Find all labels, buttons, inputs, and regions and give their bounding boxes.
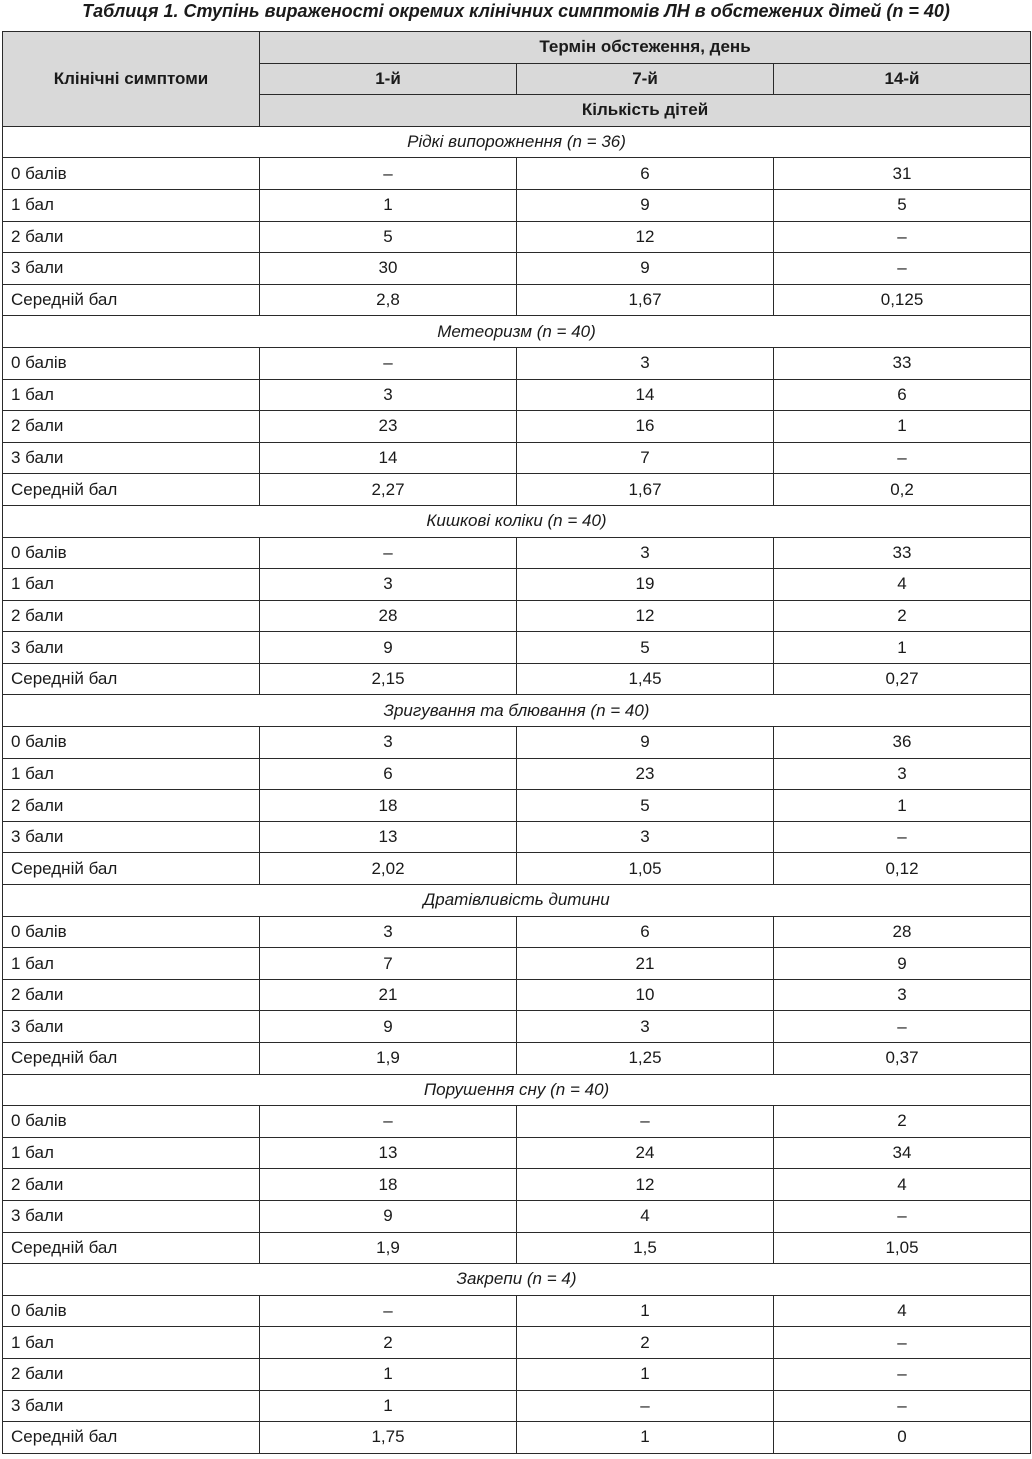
- table-row: [3, 853, 1031, 885]
- row-label: 1 бал: [3, 1327, 260, 1359]
- cell-day-1: –: [260, 537, 517, 569]
- cell-day-7: 4: [517, 1200, 774, 1232]
- section-title: Метеоризм (n = 40): [3, 316, 1031, 348]
- cell-day-14: –: [774, 1200, 1031, 1232]
- table-caption: Таблиця 1. Ступінь вираженості окремих клінічних симптомів ЛН в обстежених дітей (n = 40): [82, 1, 950, 21]
- row-label: 2 бали: [3, 1169, 260, 1201]
- cell-day-7: 24: [517, 1137, 774, 1169]
- cell-day-14: 1: [774, 411, 1031, 443]
- cell-day-1: 18: [260, 1169, 517, 1201]
- table-row: [3, 569, 1031, 601]
- row-label: Середній бал: [3, 853, 260, 885]
- cell-day-7: 19: [517, 569, 774, 601]
- cell-day-14: 33: [774, 347, 1031, 379]
- table-row: [3, 1169, 1031, 1201]
- table-row: [3, 1106, 1031, 1138]
- cell-day-14: –: [774, 821, 1031, 853]
- table-row: [3, 1137, 1031, 1169]
- row-label: 0 балів: [3, 727, 260, 759]
- cell-day-14: 1,05: [774, 1232, 1031, 1264]
- cell-day-14: –: [774, 1358, 1031, 1390]
- table-row: [3, 1327, 1031, 1359]
- cell-day-14: 0,12: [774, 853, 1031, 885]
- cell-day-7: 1,45: [517, 663, 774, 695]
- cell-day-7: 3: [517, 347, 774, 379]
- cell-day-7: 12: [517, 221, 774, 253]
- table-row: [3, 221, 1031, 253]
- table-row: [3, 663, 1031, 695]
- section-header-row: [3, 885, 1031, 917]
- cell-day-1: 13: [260, 1137, 517, 1169]
- cell-day-14: 9: [774, 948, 1031, 980]
- table-row: [3, 916, 1031, 948]
- cell-day-7: 1,67: [517, 474, 774, 506]
- cell-day-14: 2: [774, 1106, 1031, 1138]
- row-label: 0 балів: [3, 1295, 260, 1327]
- table-row: [3, 600, 1031, 632]
- cell-day-7: 1: [517, 1422, 774, 1454]
- table-row: [3, 821, 1031, 853]
- table-row: [3, 442, 1031, 474]
- header-row-period: [3, 32, 1031, 64]
- table-row: [3, 1422, 1031, 1454]
- cell-day-14: 36: [774, 727, 1031, 759]
- row-label: 3 бали: [3, 1011, 260, 1043]
- row-label: 1 бал: [3, 569, 260, 601]
- cell-day-14: 0,2: [774, 474, 1031, 506]
- cell-day-14: 4: [774, 569, 1031, 601]
- cell-day-7: 12: [517, 600, 774, 632]
- table-row: [3, 474, 1031, 506]
- section-title: Закрепи (n = 4): [3, 1264, 1031, 1296]
- cell-day-14: 0,125: [774, 284, 1031, 316]
- table-row: [3, 379, 1031, 411]
- cell-day-14: 1: [774, 790, 1031, 822]
- cell-day-14: 0,37: [774, 1043, 1031, 1075]
- row-label: Середній бал: [3, 663, 260, 695]
- row-label: Середній бал: [3, 1043, 260, 1075]
- cell-day-1: 2,02: [260, 853, 517, 885]
- cell-day-1: 7: [260, 948, 517, 980]
- section-header-row: [3, 695, 1031, 727]
- section-header-row: [3, 126, 1031, 158]
- cell-day-14: 31: [774, 158, 1031, 190]
- cell-day-1: 28: [260, 600, 517, 632]
- row-label: 2 бали: [3, 600, 260, 632]
- table-row: [3, 253, 1031, 285]
- cell-day-7: 9: [517, 189, 774, 221]
- row-label: 3 бали: [3, 1390, 260, 1422]
- row-label: 2 бали: [3, 221, 260, 253]
- cell-day-7: 1: [517, 1358, 774, 1390]
- table-row: [3, 790, 1031, 822]
- cell-day-1: 14: [260, 442, 517, 474]
- header-day-7: 7-й: [517, 63, 774, 95]
- symptoms-table: [2, 31, 1031, 1454]
- cell-day-1: 13: [260, 821, 517, 853]
- cell-day-7: 6: [517, 158, 774, 190]
- cell-day-1: –: [260, 1106, 517, 1138]
- cell-day-14: 1: [774, 632, 1031, 664]
- cell-day-1: 1,75: [260, 1422, 517, 1454]
- row-label: 1 бал: [3, 189, 260, 221]
- cell-day-1: 1: [260, 1390, 517, 1422]
- cell-day-7: –: [517, 1390, 774, 1422]
- cell-day-14: 3: [774, 979, 1031, 1011]
- cell-day-14: 0,27: [774, 663, 1031, 695]
- cell-day-7: 14: [517, 379, 774, 411]
- cell-day-14: –: [774, 1390, 1031, 1422]
- table-row: [3, 1390, 1031, 1422]
- cell-day-1: 6: [260, 758, 517, 790]
- table-row: [3, 632, 1031, 664]
- header-clinical-symptoms: Клінічні симптоми: [3, 32, 260, 127]
- cell-day-1: 9: [260, 1200, 517, 1232]
- cell-day-1: 5: [260, 221, 517, 253]
- row-label: 2 бали: [3, 411, 260, 443]
- cell-day-1: 3: [260, 379, 517, 411]
- table-row: [3, 284, 1031, 316]
- table-row: [3, 1043, 1031, 1075]
- cell-day-14: 28: [774, 916, 1031, 948]
- cell-day-1: 2: [260, 1327, 517, 1359]
- row-label: 3 бали: [3, 253, 260, 285]
- cell-day-7: 7: [517, 442, 774, 474]
- table-row: [3, 158, 1031, 190]
- table-row: [3, 1200, 1031, 1232]
- cell-day-7: 12: [517, 1169, 774, 1201]
- row-label: 3 бали: [3, 821, 260, 853]
- table-row: [3, 948, 1031, 980]
- cell-day-7: 3: [517, 537, 774, 569]
- header-examination-period: Термін обстеження, день: [260, 32, 1031, 64]
- row-label: Середній бал: [3, 474, 260, 506]
- cell-day-14: 6: [774, 379, 1031, 411]
- row-label: 1 бал: [3, 758, 260, 790]
- table-row: [3, 1232, 1031, 1264]
- cell-day-7: 1,25: [517, 1043, 774, 1075]
- cell-day-14: 33: [774, 537, 1031, 569]
- cell-day-1: –: [260, 347, 517, 379]
- row-label: 3 бали: [3, 442, 260, 474]
- cell-day-7: 3: [517, 1011, 774, 1043]
- cell-day-7: –: [517, 1106, 774, 1138]
- cell-day-1: 3: [260, 569, 517, 601]
- cell-day-1: 3: [260, 916, 517, 948]
- cell-day-1: 9: [260, 1011, 517, 1043]
- cell-day-1: 2,8: [260, 284, 517, 316]
- row-label: 0 балів: [3, 916, 260, 948]
- row-label: 3 бали: [3, 1200, 260, 1232]
- row-label: 2 бали: [3, 1358, 260, 1390]
- cell-day-14: –: [774, 442, 1031, 474]
- cell-day-1: 21: [260, 979, 517, 1011]
- section-title: Зригування та блювання (n = 40): [3, 695, 1031, 727]
- section-title: Кишкові коліки (n = 40): [3, 505, 1031, 537]
- cell-day-14: –: [774, 1327, 1031, 1359]
- cell-day-7: 1,5: [517, 1232, 774, 1264]
- table-header: [3, 32, 1031, 127]
- cell-day-7: 5: [517, 632, 774, 664]
- cell-day-14: 4: [774, 1295, 1031, 1327]
- cell-day-1: 30: [260, 253, 517, 285]
- cell-day-14: 34: [774, 1137, 1031, 1169]
- table-row: [3, 411, 1031, 443]
- row-label: 0 балів: [3, 347, 260, 379]
- table-row: [3, 1358, 1031, 1390]
- cell-day-1: 23: [260, 411, 517, 443]
- cell-day-1: 1,9: [260, 1232, 517, 1264]
- cell-day-7: 16: [517, 411, 774, 443]
- cell-day-1: 9: [260, 632, 517, 664]
- table-row: [3, 758, 1031, 790]
- cell-day-7: 3: [517, 821, 774, 853]
- cell-day-7: 9: [517, 727, 774, 759]
- cell-day-7: 6: [517, 916, 774, 948]
- section-title: Порушення сну (n = 40): [3, 1074, 1031, 1106]
- cell-day-1: 1,9: [260, 1043, 517, 1075]
- section-title: Рідкі випорожнення (n = 36): [3, 126, 1031, 158]
- table-row: [3, 347, 1031, 379]
- section-header-row: [3, 1074, 1031, 1106]
- table-body: [3, 126, 1031, 1453]
- header-day-1: 1-й: [260, 63, 517, 95]
- row-label: 2 бали: [3, 790, 260, 822]
- cell-day-1: 1: [260, 1358, 517, 1390]
- row-label: 2 бали: [3, 979, 260, 1011]
- cell-day-7: 21: [517, 948, 774, 980]
- cell-day-1: –: [260, 1295, 517, 1327]
- cell-day-14: –: [774, 221, 1031, 253]
- table-row: [3, 537, 1031, 569]
- cell-day-1: 1: [260, 189, 517, 221]
- cell-day-1: 2,27: [260, 474, 517, 506]
- cell-day-7: 9: [517, 253, 774, 285]
- cell-day-1: 3: [260, 727, 517, 759]
- table-row: [3, 189, 1031, 221]
- row-label: 1 бал: [3, 948, 260, 980]
- cell-day-1: 2,15: [260, 663, 517, 695]
- cell-day-7: 23: [517, 758, 774, 790]
- cell-day-7: 1,67: [517, 284, 774, 316]
- cell-day-7: 5: [517, 790, 774, 822]
- section-title: Дратівливість дитини: [3, 885, 1031, 917]
- row-label: 3 бали: [3, 632, 260, 664]
- table-row: [3, 727, 1031, 759]
- row-label: Середній бал: [3, 1422, 260, 1454]
- row-label: Середній бал: [3, 284, 260, 316]
- cell-day-14: 0: [774, 1422, 1031, 1454]
- cell-day-14: 4: [774, 1169, 1031, 1201]
- cell-day-14: –: [774, 253, 1031, 285]
- section-header-row: [3, 1264, 1031, 1296]
- cell-day-7: 10: [517, 979, 774, 1011]
- row-label: 0 балів: [3, 158, 260, 190]
- cell-day-7: 1,05: [517, 853, 774, 885]
- table-row: [3, 1011, 1031, 1043]
- row-label: 0 балів: [3, 537, 260, 569]
- row-label: 1 бал: [3, 379, 260, 411]
- table-row: [3, 979, 1031, 1011]
- section-header-row: [3, 316, 1031, 348]
- table-row: [3, 1295, 1031, 1327]
- cell-day-7: 1: [517, 1295, 774, 1327]
- cell-day-1: –: [260, 158, 517, 190]
- cell-day-7: 2: [517, 1327, 774, 1359]
- cell-day-14: –: [774, 1011, 1031, 1043]
- row-label: Середній бал: [3, 1232, 260, 1264]
- header-day-14: 14-й: [774, 63, 1031, 95]
- row-label: 1 бал: [3, 1137, 260, 1169]
- cell-day-14: 3: [774, 758, 1031, 790]
- section-header-row: [3, 505, 1031, 537]
- header-children-count: Кількість дітей: [260, 95, 1031, 127]
- row-label: 0 балів: [3, 1106, 260, 1138]
- cell-day-1: 18: [260, 790, 517, 822]
- cell-day-14: 5: [774, 189, 1031, 221]
- cell-day-14: 2: [774, 600, 1031, 632]
